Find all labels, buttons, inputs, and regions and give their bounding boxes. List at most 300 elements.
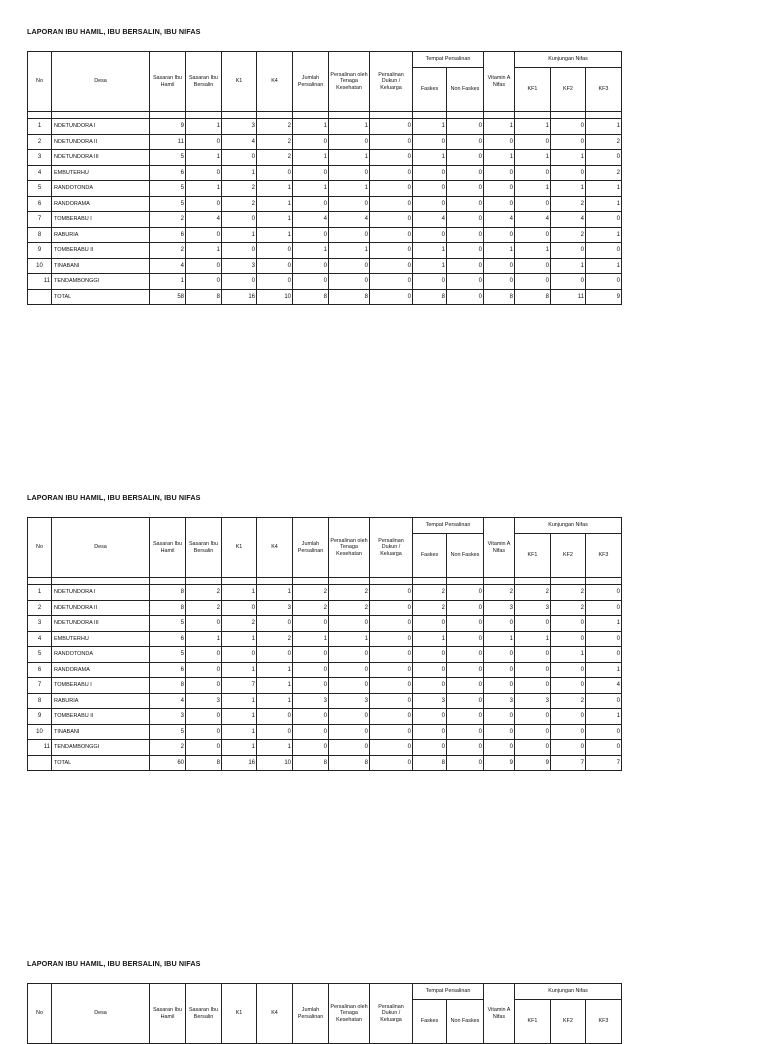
- value-cell: 0: [186, 616, 222, 632]
- value-cell: 0: [515, 134, 551, 150]
- value-cell: 1: [329, 150, 370, 166]
- value-cell: 2: [222, 196, 257, 212]
- header-sasaran-hamil: Sasaran Ibu Hamil: [150, 52, 186, 112]
- value-cell: 0: [370, 212, 413, 228]
- empty-cell: [484, 112, 515, 119]
- value-cell: 1: [257, 212, 293, 228]
- header-persalinan-dukun: Persalinan Dukun / Keluarga: [370, 984, 413, 1044]
- value-cell: 1: [186, 119, 222, 135]
- value-cell: 1: [586, 181, 622, 197]
- value-cell: 0: [370, 616, 413, 632]
- total-value: 11: [551, 289, 586, 305]
- value-cell: 0: [586, 150, 622, 166]
- row-number: 3: [28, 150, 52, 166]
- value-cell: 0: [329, 678, 370, 694]
- value-cell: 1: [413, 258, 447, 274]
- village-name: TENDAMBONGGI: [52, 740, 150, 756]
- empty-cell: [150, 578, 186, 585]
- header-no: No: [28, 52, 52, 112]
- total-value: 8: [413, 289, 447, 305]
- value-cell: 4: [413, 212, 447, 228]
- value-cell: 0: [329, 196, 370, 212]
- value-cell: 3: [484, 600, 515, 616]
- value-cell: 0: [551, 616, 586, 632]
- village-name: TINABANI: [52, 724, 150, 740]
- value-cell: 0: [586, 631, 622, 647]
- value-cell: 4: [329, 212, 370, 228]
- value-cell: 0: [186, 227, 222, 243]
- value-cell: 0: [586, 647, 622, 663]
- empty-cell: [413, 578, 447, 585]
- value-cell: 0: [551, 678, 586, 694]
- value-cell: 0: [551, 724, 586, 740]
- empty-cell: [413, 112, 447, 119]
- empty-cell: [551, 112, 586, 119]
- report-section-3: [27, 959, 622, 1044]
- value-cell: 1: [551, 150, 586, 166]
- value-cell: 0: [551, 709, 586, 725]
- value-cell: 0: [551, 274, 586, 290]
- total-value: 9: [586, 289, 622, 305]
- value-cell: 0: [186, 662, 222, 678]
- value-cell: 3: [150, 709, 186, 725]
- row-number: 10: [28, 258, 52, 274]
- total-value: 10: [257, 289, 293, 305]
- row-number: 1: [28, 585, 52, 601]
- header-persalinan-nakes: Persalinan oleh Tenaga Kesehatan: [329, 52, 370, 112]
- value-cell: 0: [447, 150, 484, 166]
- value-cell: 0: [413, 134, 447, 150]
- value-cell: 0: [370, 709, 413, 725]
- value-cell: 0: [484, 616, 515, 632]
- value-cell: 0: [515, 165, 551, 181]
- village-name: RABURIA: [52, 693, 150, 709]
- value-cell: 0: [413, 678, 447, 694]
- value-cell: 0: [551, 165, 586, 181]
- total-row: [28, 289, 622, 305]
- header-kf1: KF1: [515, 68, 551, 112]
- value-cell: 2: [484, 585, 515, 601]
- village-name: TENDAMBONGGI: [52, 274, 150, 290]
- table-row: [28, 585, 622, 601]
- value-cell: 0: [484, 227, 515, 243]
- header-vitamin-a: Vitamin A Nifas: [484, 984, 515, 1044]
- row-number: 9: [28, 709, 52, 725]
- header-tempat-persalinan: Tempat Persalinan: [413, 518, 484, 534]
- total-row: [28, 755, 622, 771]
- report-title: LAPORAN IBU HAMIL, IBU BERSALIN, IBU NIFAS: [27, 959, 201, 968]
- row-number: 4: [28, 631, 52, 647]
- header-kf3: KF3: [586, 68, 622, 112]
- value-cell: 0: [551, 631, 586, 647]
- value-cell: 0: [551, 134, 586, 150]
- value-cell: 0: [329, 258, 370, 274]
- value-cell: 0: [484, 165, 515, 181]
- village-name: TOMBERABU I: [52, 212, 150, 228]
- value-cell: 1: [515, 119, 551, 135]
- value-cell: 1: [222, 693, 257, 709]
- table-row: [28, 631, 622, 647]
- village-name: RANDORAMA: [52, 662, 150, 678]
- value-cell: 0: [515, 662, 551, 678]
- value-cell: 0: [447, 647, 484, 663]
- table-row: [28, 693, 622, 709]
- value-cell: 1: [551, 647, 586, 663]
- header-kf2: KF2: [551, 68, 586, 112]
- value-cell: 0: [447, 616, 484, 632]
- value-cell: 1: [222, 585, 257, 601]
- value-cell: 0: [222, 274, 257, 290]
- value-cell: 0: [186, 647, 222, 663]
- value-cell: 0: [370, 227, 413, 243]
- empty-cell: [586, 112, 622, 119]
- value-cell: 0: [329, 616, 370, 632]
- value-cell: 0: [413, 616, 447, 632]
- value-cell: 0: [447, 181, 484, 197]
- table-row: [28, 243, 622, 259]
- value-cell: 1: [257, 227, 293, 243]
- value-cell: 0: [186, 165, 222, 181]
- value-cell: 6: [150, 165, 186, 181]
- village-name: NDETUNDORA II: [52, 134, 150, 150]
- value-cell: 1: [515, 181, 551, 197]
- village-name: NDETUNDORA III: [52, 616, 150, 632]
- value-cell: 4: [515, 212, 551, 228]
- value-cell: 4: [186, 212, 222, 228]
- value-cell: 0: [370, 196, 413, 212]
- header-kunjungan-nifas: Kunjungan Nifas: [515, 984, 622, 1000]
- value-cell: 0: [370, 693, 413, 709]
- value-cell: 2: [293, 600, 329, 616]
- village-name: EMBUTERHU: [52, 165, 150, 181]
- value-cell: 0: [293, 616, 329, 632]
- value-cell: 0: [586, 585, 622, 601]
- value-cell: 1: [586, 662, 622, 678]
- report-section-1: [27, 27, 622, 305]
- value-cell: 4: [484, 212, 515, 228]
- value-cell: 0: [257, 258, 293, 274]
- value-cell: 0: [329, 709, 370, 725]
- empty-cell: [186, 578, 222, 585]
- value-cell: 0: [586, 243, 622, 259]
- value-cell: 0: [186, 740, 222, 756]
- total-value: 10: [257, 755, 293, 771]
- value-cell: 2: [413, 600, 447, 616]
- header-row: [28, 52, 622, 68]
- value-cell: 0: [370, 134, 413, 150]
- empty-cell: [28, 755, 52, 771]
- empty-cell: [370, 112, 413, 119]
- header-desa: Desa: [52, 518, 150, 578]
- value-cell: 0: [293, 647, 329, 663]
- value-cell: 0: [222, 600, 257, 616]
- value-cell: 1: [413, 243, 447, 259]
- table-row: [28, 181, 622, 197]
- value-cell: 0: [329, 274, 370, 290]
- value-cell: 0: [370, 600, 413, 616]
- row-number: 4: [28, 165, 52, 181]
- empty-cell: [515, 112, 551, 119]
- village-name: NDETUNDORA II: [52, 600, 150, 616]
- value-cell: 0: [447, 134, 484, 150]
- value-cell: 1: [222, 724, 257, 740]
- value-cell: 1: [329, 119, 370, 135]
- value-cell: 0: [551, 243, 586, 259]
- value-cell: 3: [257, 600, 293, 616]
- header-sasaran-bersalin: Sasaran Ibu Bersalin: [186, 52, 222, 112]
- total-value: 8: [329, 289, 370, 305]
- total-value: 8: [329, 755, 370, 771]
- empty-cell: [329, 112, 370, 119]
- value-cell: 0: [447, 212, 484, 228]
- total-value: 0: [447, 755, 484, 771]
- header-kf2: KF2: [551, 1000, 586, 1044]
- total-value: 7: [586, 755, 622, 771]
- header-no: No: [28, 518, 52, 578]
- total-value: 7: [551, 755, 586, 771]
- row-number: 10: [28, 724, 52, 740]
- value-cell: 1: [413, 150, 447, 166]
- value-cell: 0: [370, 585, 413, 601]
- value-cell: 0: [186, 709, 222, 725]
- value-cell: 4: [222, 134, 257, 150]
- value-cell: 5: [150, 724, 186, 740]
- value-cell: 1: [515, 631, 551, 647]
- value-cell: 0: [447, 678, 484, 694]
- value-cell: 2: [257, 150, 293, 166]
- row-number: 11: [28, 740, 52, 756]
- total-value: 8: [293, 289, 329, 305]
- value-cell: 5: [150, 181, 186, 197]
- value-cell: 0: [186, 274, 222, 290]
- value-cell: 6: [150, 662, 186, 678]
- table-row: [28, 196, 622, 212]
- value-cell: 0: [447, 631, 484, 647]
- value-cell: 0: [586, 212, 622, 228]
- header-desa: Desa: [52, 984, 150, 1044]
- value-cell: 0: [484, 134, 515, 150]
- value-cell: 3: [515, 600, 551, 616]
- header-faskes: Faskes: [413, 534, 447, 578]
- header-sasaran-hamil: Sasaran Ibu Hamil: [150, 518, 186, 578]
- row-number: 1: [28, 119, 52, 135]
- value-cell: 1: [222, 709, 257, 725]
- value-cell: 0: [515, 724, 551, 740]
- table-row: [28, 647, 622, 663]
- value-cell: 0: [515, 227, 551, 243]
- value-cell: 1: [515, 243, 551, 259]
- value-cell: 0: [413, 165, 447, 181]
- value-cell: 6: [150, 631, 186, 647]
- value-cell: 0: [329, 165, 370, 181]
- total-value: 8: [186, 755, 222, 771]
- header-faskes: Faskes: [413, 68, 447, 112]
- value-cell: 1: [329, 243, 370, 259]
- value-cell: 0: [515, 740, 551, 756]
- value-cell: 6: [150, 227, 186, 243]
- village-name: RANDOTONDA: [52, 647, 150, 663]
- value-cell: 5: [150, 150, 186, 166]
- value-cell: 0: [413, 181, 447, 197]
- table-row: [28, 709, 622, 725]
- value-cell: 0: [329, 647, 370, 663]
- value-cell: 0: [370, 678, 413, 694]
- village-name: EMBUTERHU: [52, 631, 150, 647]
- value-cell: 1: [515, 150, 551, 166]
- value-cell: 0: [293, 274, 329, 290]
- table-row: [28, 678, 622, 694]
- empty-cell: [515, 578, 551, 585]
- value-cell: 4: [551, 212, 586, 228]
- value-cell: 3: [329, 693, 370, 709]
- value-cell: 1: [293, 243, 329, 259]
- value-cell: 2: [329, 585, 370, 601]
- header-k4: K4: [257, 984, 293, 1044]
- empty-cell: [329, 578, 370, 585]
- value-cell: 5: [150, 616, 186, 632]
- empty-cell: [257, 112, 293, 119]
- value-cell: 1: [257, 196, 293, 212]
- value-cell: 9: [150, 119, 186, 135]
- empty-cell: [186, 112, 222, 119]
- value-cell: 0: [586, 274, 622, 290]
- header-jumlah-persalinan: Jumlah Persalinan: [293, 984, 329, 1044]
- table-row: [28, 165, 622, 181]
- value-cell: 0: [370, 165, 413, 181]
- value-cell: 0: [413, 740, 447, 756]
- value-cell: 2: [186, 585, 222, 601]
- header-sasaran-bersalin: Sasaran Ibu Bersalin: [186, 984, 222, 1044]
- total-value: 8: [293, 755, 329, 771]
- value-cell: 1: [329, 181, 370, 197]
- value-cell: 0: [222, 212, 257, 228]
- value-cell: 0: [186, 196, 222, 212]
- table-row: [28, 662, 622, 678]
- table-row: [28, 258, 622, 274]
- row-number: 7: [28, 212, 52, 228]
- value-cell: 4: [150, 258, 186, 274]
- village-name: NDETUNDORA I: [52, 119, 150, 135]
- value-cell: 1: [222, 740, 257, 756]
- value-cell: 0: [484, 196, 515, 212]
- value-cell: 0: [515, 616, 551, 632]
- value-cell: 1: [257, 181, 293, 197]
- total-value: 9: [484, 755, 515, 771]
- value-cell: 0: [293, 258, 329, 274]
- header-persalinan-dukun: Persalinan Dukun / Keluarga: [370, 52, 413, 112]
- header-k4: K4: [257, 518, 293, 578]
- empty-cell: [293, 112, 329, 119]
- total-value: 0: [370, 289, 413, 305]
- value-cell: 1: [186, 150, 222, 166]
- value-cell: 0: [515, 274, 551, 290]
- value-cell: 2: [293, 585, 329, 601]
- value-cell: 0: [515, 258, 551, 274]
- value-cell: 0: [447, 585, 484, 601]
- total-value: 58: [150, 289, 186, 305]
- header-k1: K1: [222, 984, 257, 1044]
- value-cell: 0: [484, 274, 515, 290]
- value-cell: 0: [257, 616, 293, 632]
- table-row: [28, 150, 622, 166]
- value-cell: 0: [370, 274, 413, 290]
- value-cell: 0: [293, 662, 329, 678]
- value-cell: 0: [447, 724, 484, 740]
- value-cell: 0: [586, 740, 622, 756]
- row-number: 6: [28, 196, 52, 212]
- value-cell: 0: [293, 740, 329, 756]
- row-number: 5: [28, 181, 52, 197]
- value-cell: 0: [515, 196, 551, 212]
- value-cell: 1: [222, 165, 257, 181]
- value-cell: 3: [413, 693, 447, 709]
- value-cell: 1: [257, 662, 293, 678]
- row-number: 2: [28, 600, 52, 616]
- row-number: 7: [28, 678, 52, 694]
- value-cell: 0: [370, 740, 413, 756]
- header-non-faskes: Non Faskes: [447, 1000, 484, 1044]
- spacer-row: [28, 578, 622, 585]
- header-row: [28, 518, 622, 534]
- value-cell: 1: [586, 119, 622, 135]
- value-cell: 0: [447, 693, 484, 709]
- value-cell: 0: [370, 258, 413, 274]
- value-cell: 1: [586, 709, 622, 725]
- empty-cell: [293, 578, 329, 585]
- spacer-row: [28, 112, 622, 119]
- report-title: LAPORAN IBU HAMIL, IBU BERSALIN, IBU NIFAS: [27, 493, 201, 502]
- value-cell: 0: [413, 724, 447, 740]
- total-label: TOTAL: [52, 755, 150, 771]
- village-name: TOMBERABU II: [52, 243, 150, 259]
- value-cell: 2: [551, 693, 586, 709]
- value-cell: 0: [413, 647, 447, 663]
- value-cell: 1: [293, 181, 329, 197]
- value-cell: 1: [257, 740, 293, 756]
- value-cell: 8: [150, 600, 186, 616]
- value-cell: 0: [370, 724, 413, 740]
- value-cell: 0: [447, 740, 484, 756]
- header-k1: K1: [222, 52, 257, 112]
- value-cell: 2: [515, 585, 551, 601]
- value-cell: 0: [186, 678, 222, 694]
- value-cell: 0: [293, 196, 329, 212]
- empty-cell: [586, 578, 622, 585]
- value-cell: 0: [447, 709, 484, 725]
- value-cell: 1: [222, 631, 257, 647]
- table-row: [28, 119, 622, 135]
- value-cell: 1: [484, 119, 515, 135]
- value-cell: 2: [150, 740, 186, 756]
- value-cell: 0: [447, 196, 484, 212]
- value-cell: 1: [329, 631, 370, 647]
- value-cell: 0: [186, 258, 222, 274]
- header-sasaran-bersalin: Sasaran Ibu Bersalin: [186, 518, 222, 578]
- header-kf3: KF3: [586, 1000, 622, 1044]
- value-cell: 3: [222, 258, 257, 274]
- value-cell: 0: [484, 709, 515, 725]
- value-cell: 2: [257, 134, 293, 150]
- table-row: [28, 134, 622, 150]
- value-cell: 1: [222, 662, 257, 678]
- total-value: 60: [150, 755, 186, 771]
- value-cell: 0: [515, 678, 551, 694]
- value-cell: 0: [257, 243, 293, 259]
- row-number: 3: [28, 616, 52, 632]
- value-cell: 0: [551, 662, 586, 678]
- value-cell: 0: [447, 662, 484, 678]
- value-cell: 2: [257, 119, 293, 135]
